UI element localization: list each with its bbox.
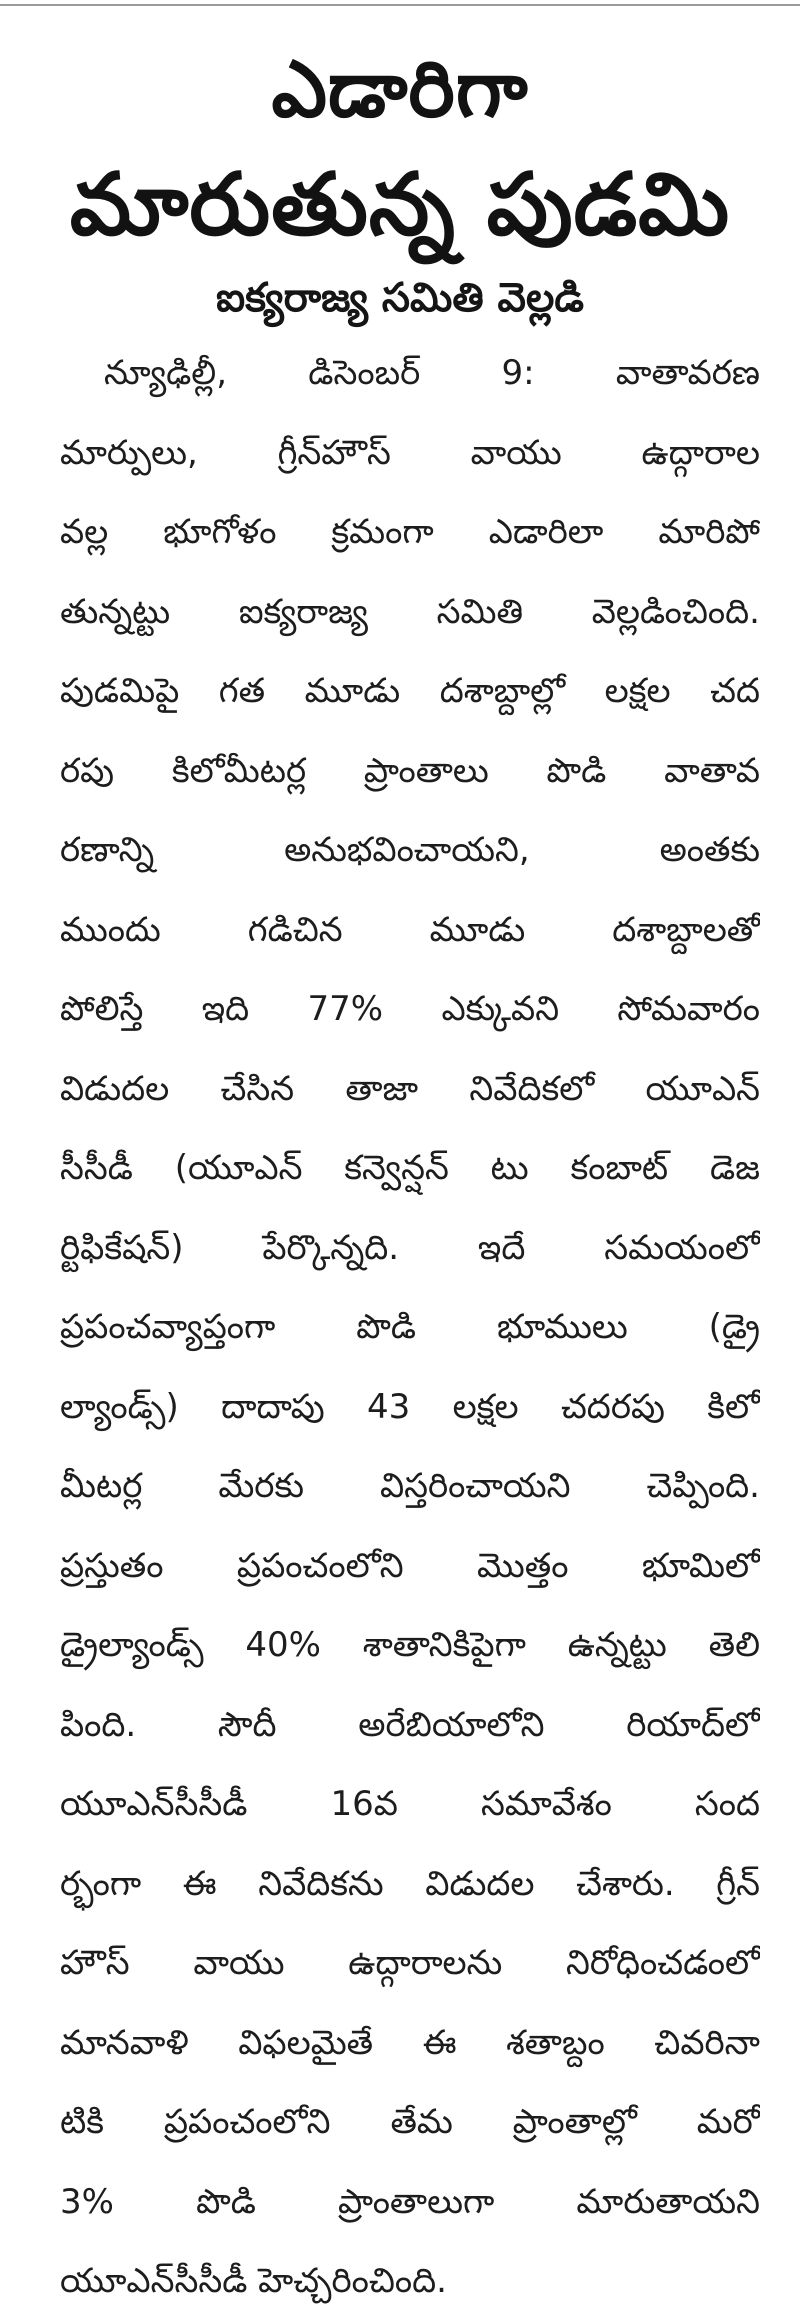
body-line: పింది. సౌదీ అరేబియాలోని రియాద్‌లో — [60, 1704, 760, 1745]
body-line: పోలిస్తే ఇది 77% ఎక్కువని సోమవారం — [60, 989, 760, 1029]
body-line: ప్రస్తుతం ప్రపంచంలోని మొత్తం భూమిలో — [60, 1545, 760, 1586]
body-line: ప్రపంచవ్యాప్తంగా పొడి భూములు (డ్రై — [60, 1307, 760, 1347]
body-line: ల్యాండ్స్) దాదాపు 43 లక్షల చదరపు కిలో — [60, 1386, 760, 1427]
body-line: సీసీడీ (యూఎన్ కన్వెన్షన్ టు కంబాట్ డెజ — [60, 1148, 760, 1188]
body-line: రణాన్ని అనుభవించాయని, అంతకు — [60, 830, 760, 870]
body-line: మీటర్ల మేరకు విస్తరించాయని చెప్పింది. — [60, 1466, 760, 1506]
body-line: తున్నట్టు ఐక్యరాజ్య సమితి వెల్లడించింది. — [60, 591, 760, 632]
body-line: పుడమిపై గత మూడు దశాబ్దాల్లో లక్షల చద — [60, 671, 760, 711]
body-line: డ్రైల్యాండ్స్ 40% శాతానికిపైగా ఉన్నట్టు తెలి — [60, 1625, 760, 1665]
body-line: యూఎన్‌సీసీడీ హెచ్చరించింది. — [60, 2261, 447, 2301]
body-line: న్యూఢిల్లీ, డిసెంబర్ 9: వాతావరణ — [104, 353, 760, 393]
body-line: వల్ల భూగోళం క్రమంగా ఎడారిలా మారిపో — [60, 512, 760, 552]
body-line: 3% పొడి ప్రాంతాలుగా మారుతాయని — [60, 2181, 760, 2222]
body-line: విడుదల చేసిన తాజా నివేదికలో యూఎన్ — [60, 1068, 760, 1109]
article-body — [60, 334, 760, 2322]
body-line: మార్పులు, గ్రీన్‌హౌస్ వాయు ఉద్గారాల — [60, 432, 760, 473]
subheadline: ఐక్యరాజ్య సమితి వెల్లడి — [216, 275, 584, 321]
body-line: మానవాళి విఫలమైతే ఈ శతాబ్దం చివరినా — [60, 2022, 760, 2063]
body-line: రపు కిలోమీటర్ల ప్రాంతాలు పొడి వాతావ — [60, 750, 760, 791]
headline-line-2: మారుతున్న పుడమి — [69, 155, 731, 255]
body-line: యూఎన్‌సీసీడీ 16వ సమావేశం సంద — [60, 1784, 760, 1824]
headline-line-1: ఎడారిగా — [271, 45, 529, 135]
body-line: ర్టిఫికేషన్) పేర్కొన్నది. ఇదే సమయంలో — [60, 1227, 760, 1268]
body-line: టికి ప్రపంచంలోని తేమ ప్రాంతాల్లో మరో — [60, 2102, 760, 2142]
body-line: హౌస్ వాయు ఉద్గారాలను నిరోధించడంలో — [60, 1943, 760, 1983]
body-line: ముందు గడిచిన మూడు దశాబ్దాలతో — [60, 909, 760, 950]
body-line: ర్భంగా ఈ నివేదికను విడుదల చేశారు. గ్రీన్ — [60, 1863, 760, 1904]
